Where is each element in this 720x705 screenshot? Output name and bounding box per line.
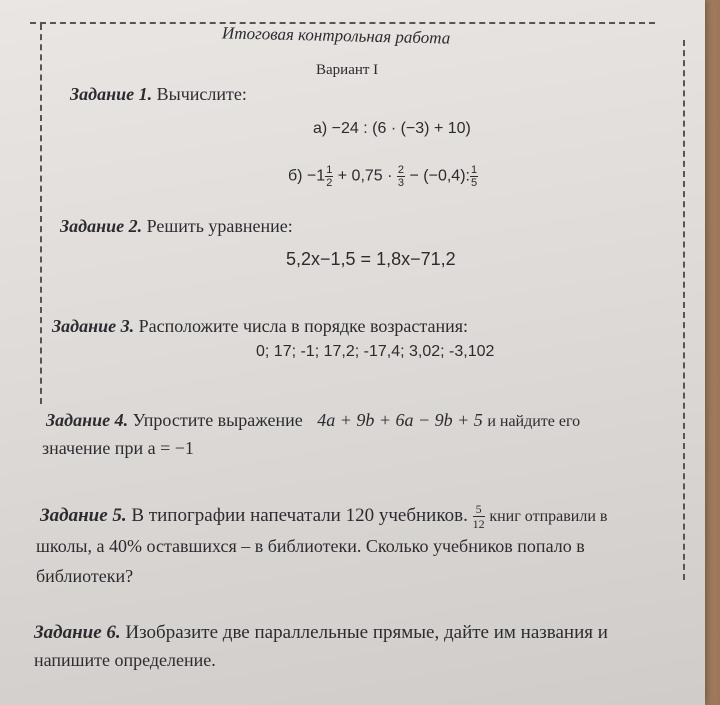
worksheet-title: Итоговая контрольная работа xyxy=(221,23,451,48)
fraction-denominator: 3 xyxy=(397,177,405,189)
fraction-denominator: 2 xyxy=(326,177,333,189)
fraction-numerator: 1 xyxy=(326,164,333,176)
fraction-numerator: 5 xyxy=(473,502,485,517)
task-1 xyxy=(70,84,247,105)
task-3 xyxy=(52,316,468,337)
task-5-line-3: библиотеки? xyxy=(36,566,134,586)
task-1-b-mixed-fraction xyxy=(325,164,333,189)
task-5-fraction xyxy=(473,502,485,531)
fraction-numerator: 2 xyxy=(397,164,405,176)
task-1-part-b xyxy=(288,164,478,189)
task-1-label: Задание 1. xyxy=(70,84,153,104)
task-2 xyxy=(60,216,293,237)
task-1-b-fraction-2 xyxy=(470,164,478,189)
task-4-expression: 4a + 9b + 6a − 9b + 5 xyxy=(317,410,483,430)
task-2-equation: 5,2x−1,5 = 1,8x−71,2 xyxy=(286,249,456,269)
task-2-text: Решить уравнение: xyxy=(146,216,293,236)
fraction-numerator: 1 xyxy=(470,164,478,176)
task-4-line-2: значение при a = −1 xyxy=(42,438,194,458)
task-4-text-2: и найдите его xyxy=(487,413,581,430)
task-5-line-2: школы, а 40% оставшихся – в библиотеки. Сколько учебников попало в xyxy=(36,536,585,556)
task-1-part-a: а) −24 : (6 · (−3) + 10) xyxy=(313,120,471,137)
task-1-b-prefix: б) −1 xyxy=(288,167,326,185)
cut-line-right xyxy=(683,40,685,580)
task-6 xyxy=(34,622,608,644)
task-5 xyxy=(40,502,607,531)
task-2-label: Задание 2. xyxy=(60,216,143,236)
task-5-label: Задание 5. xyxy=(40,504,127,526)
task-1-b-mid2: − (−0,4): xyxy=(409,167,470,185)
task-4 xyxy=(46,410,580,431)
task-6-label: Задание 6. xyxy=(34,622,121,643)
variant-label: Вариант I xyxy=(316,62,379,78)
task-4-text: Упростите выражение xyxy=(132,410,303,430)
task-3-label: Задание 3. xyxy=(52,316,135,336)
task-1-b-fraction-1 xyxy=(397,164,405,189)
task-5-text-2: книг отправили в xyxy=(489,507,608,525)
task-3-text: Расположите числа в порядке возрастания: xyxy=(138,316,469,336)
task-1-b-mid: + 0,75 · xyxy=(337,167,393,185)
task-5-text: В типографии напечатали 120 учебников. xyxy=(131,504,468,526)
task-1-text: Вычислите: xyxy=(156,84,247,104)
fraction-denominator: 12 xyxy=(472,517,485,531)
task-3-numbers: 0; 17; -1; 17,2; -17,4; 3,02; -3,102 xyxy=(256,343,495,360)
task-4-label: Задание 4. xyxy=(46,410,129,430)
task-6-text: Изобразите две параллельные прямые, дайте им названия и xyxy=(125,622,608,643)
cut-line-top xyxy=(30,22,655,24)
fraction-denominator: 5 xyxy=(470,177,478,189)
task-6-line-2: напишите определение. xyxy=(34,650,216,670)
cut-line-left xyxy=(40,24,42,404)
